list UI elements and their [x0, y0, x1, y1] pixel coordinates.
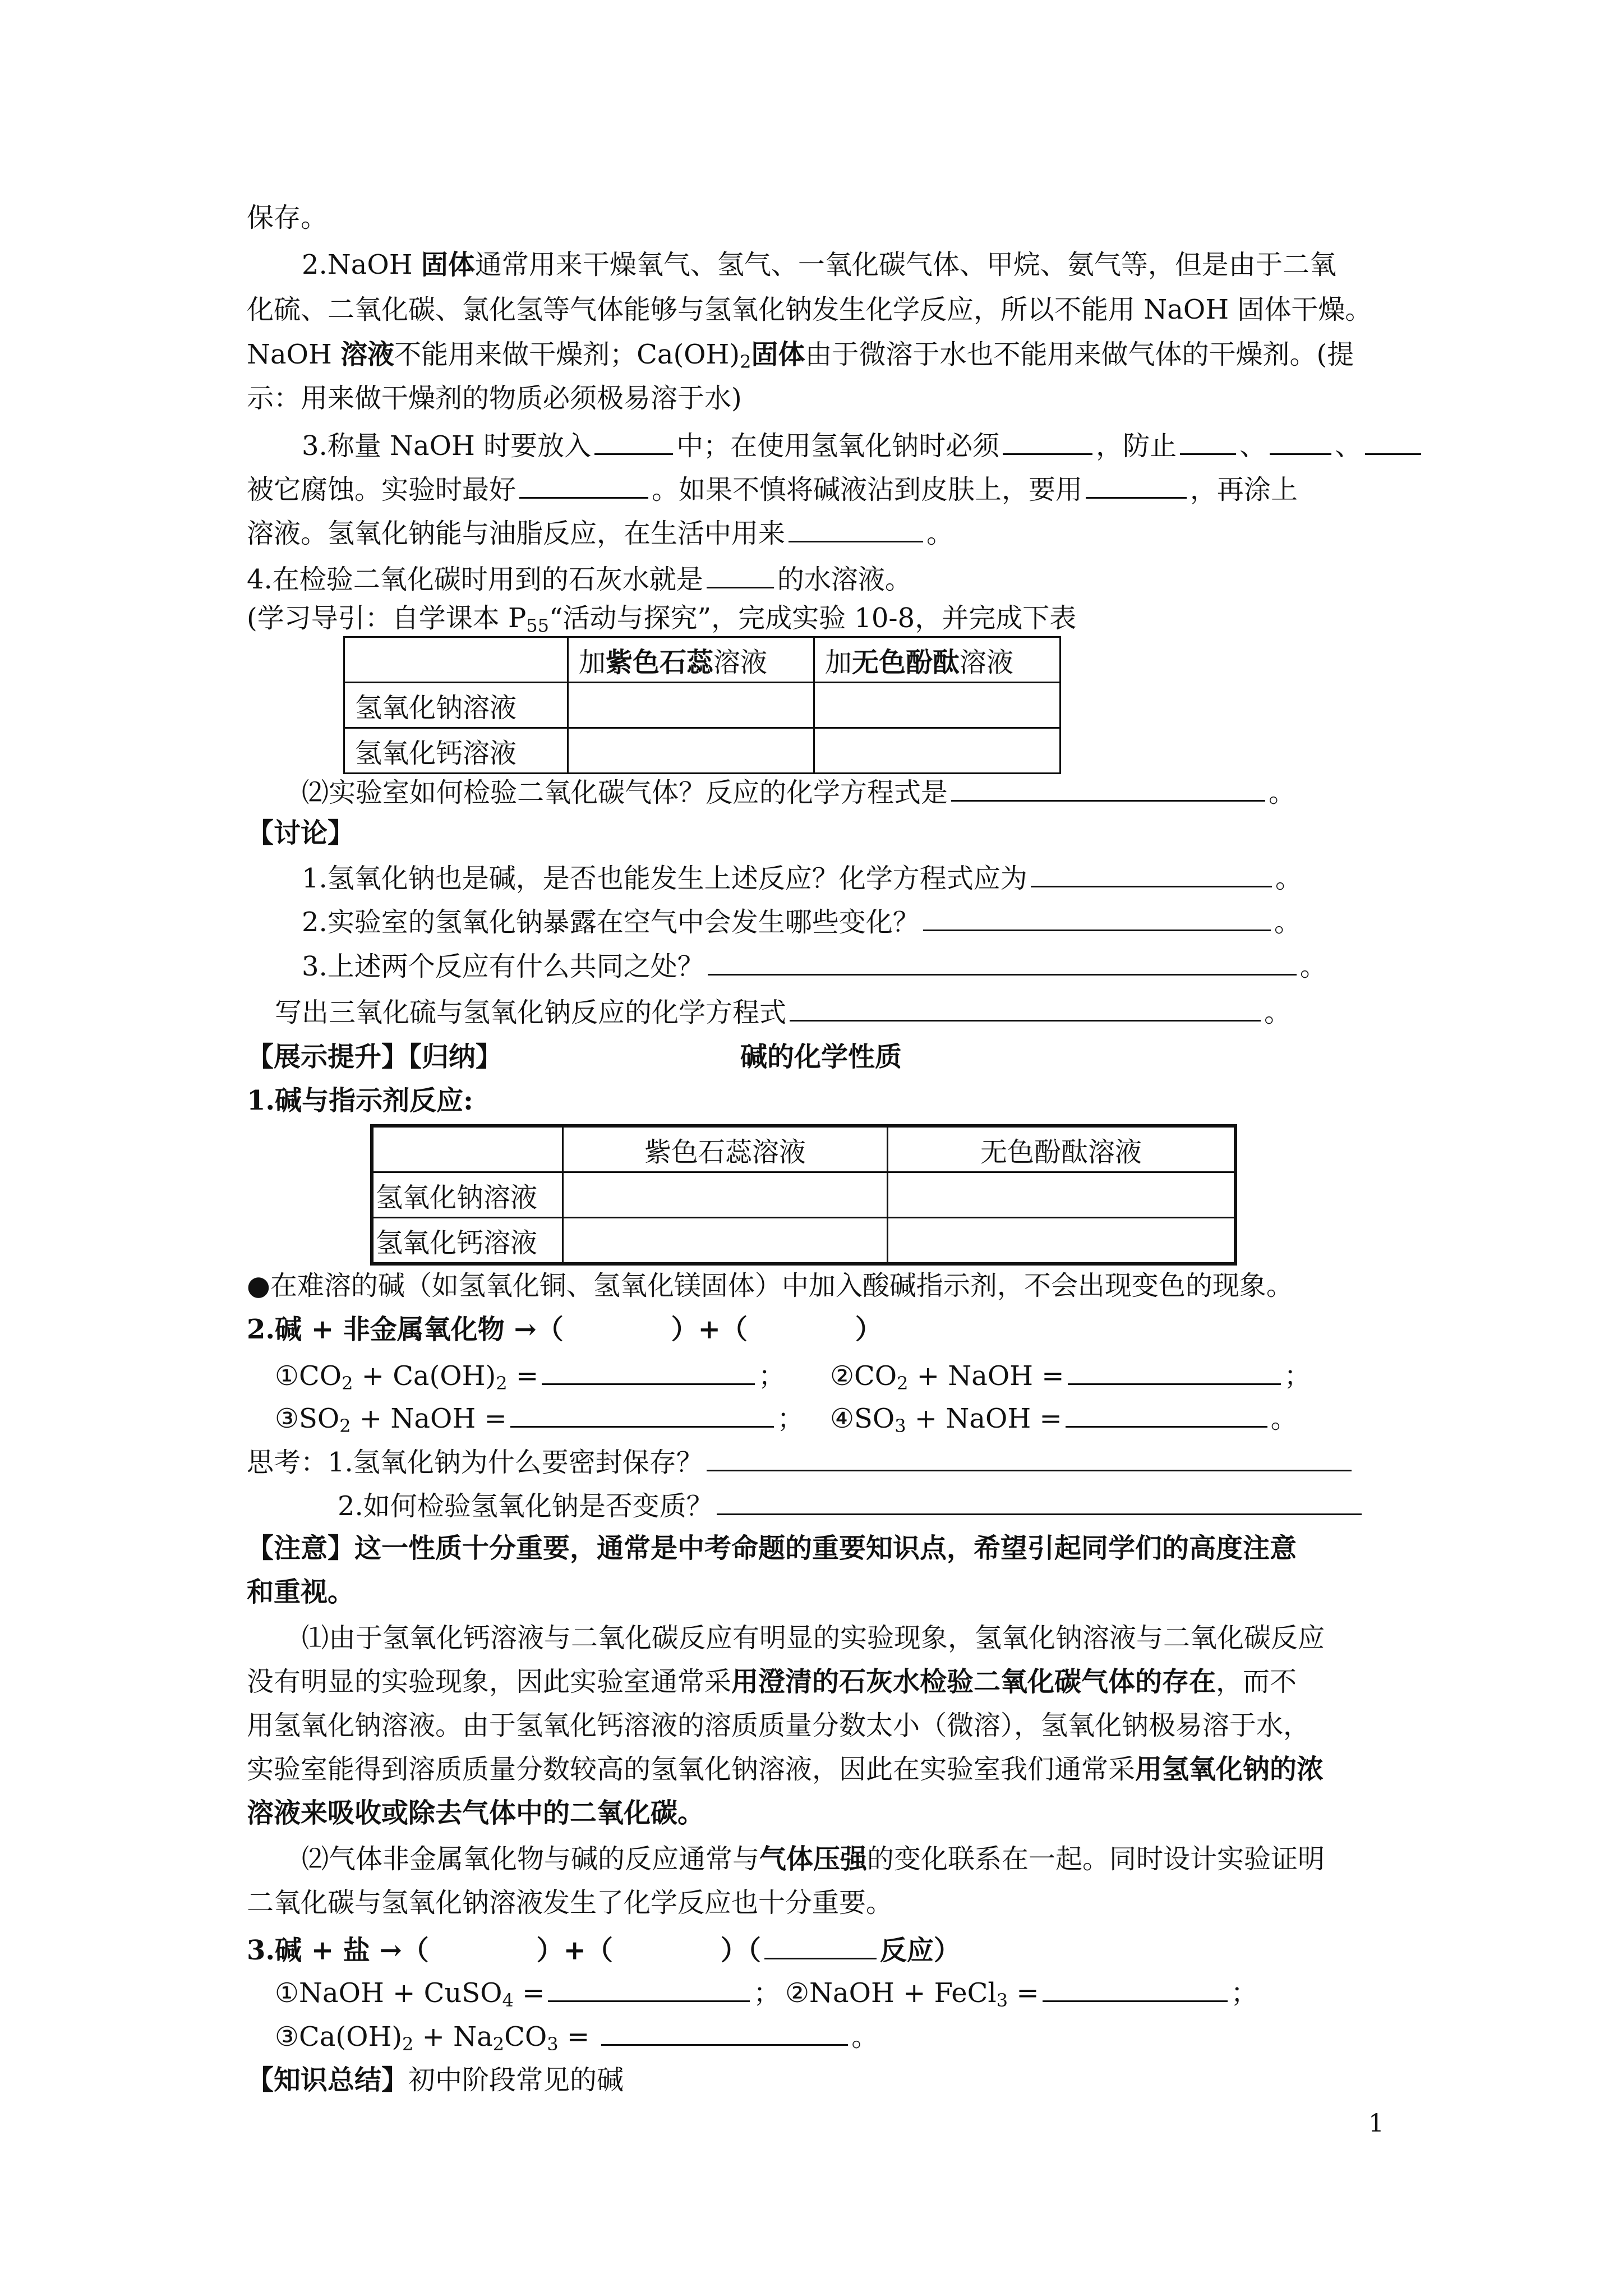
table-header: 加无色酚酞溶液 [814, 637, 1061, 683]
fill-blank[interactable] [708, 948, 1297, 976]
fill-blank[interactable] [1365, 427, 1421, 455]
table-header: 加紫色石蕊溶液 [568, 637, 814, 683]
text-line: 3.碱 + 盐 →（ ）+（ ）（ 反应） [247, 1932, 961, 1967]
section-heading: 【展示提升】【归纳】 [247, 1041, 503, 1073]
equation-line: $③Ca(OH)_2 + Na_2CO_3$ = 。 [275, 2018, 878, 2054]
text-line: 2.如何检验氢氧化钠是否变质？ [338, 1488, 1365, 1523]
text-line: ⑵气体非金属氧化物与碱的反应通常与气体压强的变化联系在一起。同时设计实验证明 [302, 1843, 1325, 1875]
fill-blank[interactable] [923, 904, 1271, 931]
answer-cell[interactable] [888, 1218, 1236, 1264]
fill-blank[interactable] [542, 1358, 755, 1385]
text-line: 3.上述两个反应有什么共同之处？ 。 [302, 948, 1327, 983]
text-line: (学习导引：自学课本 $P_{55}“$活动与探究”，完成实验 10-8，并完成下表 [247, 602, 1077, 636]
text-line: 溶液。氢氧化钠能与油脂反应，在生活中用来 。 [247, 515, 953, 550]
section-title: 碱的化学性质 [740, 1041, 902, 1073]
fill-blank[interactable] [548, 1975, 750, 2002]
table-header: 紫色石蕊溶液 [563, 1126, 888, 1172]
text-line: 化硫、二氧化碳、氯化氢等气体能够与氢氧化钠发生化学反应，所以不能用 NaOH 固体干燥。 [247, 294, 1372, 325]
table-cell [344, 637, 568, 683]
text-line: ⑴由于氢氧化钙溶液与二氧化碳反应有明显的实验现象，氢氧化钠溶液与二氧化碳反应 [302, 1622, 1325, 1654]
answer-cell[interactable] [568, 728, 814, 774]
answer-cell[interactable] [888, 1172, 1236, 1218]
fill-blank[interactable] [594, 427, 673, 455]
fill-blank[interactable] [707, 561, 774, 588]
text-line: 二氧化碳与氢氧化钠溶液发生了化学反应也十分重要。 [247, 1887, 893, 1918]
text-line: 4.在检验二氧化碳时用到的石灰水就是 的水溶液。 [247, 561, 912, 596]
fill-blank[interactable] [1068, 1358, 1281, 1385]
indicator-table-1 [343, 636, 1061, 774]
section-heading: 【讨论】 [247, 817, 355, 849]
answer-cell[interactable] [568, 683, 814, 728]
text-line: 3.称量 NaOH 时要放入 中；在使用氢氧化钠时必须 ，防止 、 、 [302, 427, 1424, 463]
table-cell [372, 1126, 563, 1172]
text-line: NaOH 溶液不能用来做干燥剂；$Ca(OH)_2$固体由于微溶于水也不能用来做气体的干燥剂。(提 [247, 339, 1354, 372]
text-line: 1.氢氧化钠也是碱，是否也能发生上述反应？化学方程式应为 。 [302, 860, 1302, 895]
equation-line: $③SO_2$ + NaOH = ； [275, 1400, 804, 1435]
fill-blank[interactable] [519, 471, 648, 499]
text-line: 2.碱 + 非金属氧化物 →（ ）+（ ） [247, 1314, 882, 1345]
equation-line: ①NaOH + CuSO$_4$ = ； [275, 1975, 780, 2010]
text-line: 示：用来做干燥剂的物质必须极易溶于水) [247, 383, 742, 414]
text-line: 保存。 [247, 202, 328, 233]
fill-blank[interactable] [1031, 860, 1272, 887]
text-line: ●在难溶的碱（如氢氧化铜、氢氧化镁固体）中加入酸碱指示剂，不会出现变色的现象。 [247, 1270, 1293, 1301]
text-line: 溶液来吸收或除去气体中的二氧化碳。 [247, 1797, 705, 1829]
text-line: 2.NaOH 固体通常用来干燥氧气、氢气、一氧化碳气体、甲烷、氨气等，但是由于二氧 [302, 249, 1336, 280]
text-line: 被它腐蚀。实验时最好 。如果不慎将碱液沾到皮肤上，要用 ，再涂上 [247, 471, 1298, 507]
fill-blank[interactable] [1180, 427, 1236, 455]
table-header: 无色酚酞溶液 [888, 1126, 1236, 1172]
table-row-label: 氢氧化钠溶液 [344, 683, 568, 728]
fill-blank[interactable] [1066, 1400, 1267, 1428]
table-row-label: 氢氧化钠溶液 [372, 1172, 563, 1218]
text-line: ⑵实验室如何检验二氧化碳气体？反应的化学方程式是 。 [302, 774, 1295, 809]
text-line: 写出三氧化硫与氢氧化钠反应的化学方程式 。 [275, 994, 1291, 1029]
table-row-label: 氢氧化钙溶液 [344, 728, 568, 774]
fill-blank[interactable] [790, 994, 1261, 1022]
indicator-table-2 [370, 1124, 1237, 1266]
fill-blank[interactable] [764, 1932, 877, 1959]
fill-blank[interactable] [717, 1488, 1362, 1515]
fill-blank[interactable] [601, 2018, 848, 2046]
equation-line: ②NaOH + FeCl$_3$ = ； [785, 1975, 1258, 2010]
fill-blank[interactable] [1003, 427, 1092, 455]
fill-blank[interactable] [951, 774, 1265, 802]
text-line: 没有明显的实验现象，因此实验室通常采用澄清的石灰水检验二氧化碳气体的存在，而不 [247, 1666, 1297, 1697]
page-number: 1 [1368, 2109, 1384, 2138]
table-row-label: 氢氧化钙溶液 [372, 1218, 563, 1264]
answer-cell[interactable] [563, 1172, 888, 1218]
fill-blank[interactable] [1043, 1975, 1228, 2002]
answer-cell[interactable] [563, 1218, 888, 1264]
equation-line: $④SO_3$ + NaOH = 。 [830, 1400, 1298, 1435]
text-line: 【注意】这一性质十分重要，通常是中考命题的重要知识点，希望引起同学们的高度注意 [247, 1533, 1297, 1564]
fill-blank[interactable] [510, 1400, 774, 1428]
text-line: 和重视。 [247, 1576, 355, 1608]
equation-line: $①CO_2 + Ca(OH)_2$ = ； [275, 1358, 785, 1393]
fill-blank[interactable] [1086, 471, 1187, 499]
answer-cell[interactable] [814, 683, 1061, 728]
fill-blank[interactable] [707, 1444, 1352, 1471]
text-line: 思考：1.氢氧化钠为什么要密封保存？ [247, 1444, 1355, 1479]
text-line: 1.碱与指示剂反应: [247, 1085, 473, 1116]
equation-line: $②CO_2$ + NaOH = ； [830, 1358, 1311, 1393]
text-line: 用氢氧化钠溶液。由于氢氧化钙溶液的溶质质量分数太小（微溶），氢氧化钠极易溶于水， [247, 1710, 1311, 1741]
text-line: 2.实验室的氢氧化钠暴露在空气中会发生哪些变化？ 。 [302, 904, 1301, 939]
text-line: 实验室能得到溶质质量分数较高的氢氧化钠溶液，因此在实验室我们通常采用氢氧化钠的浓 [247, 1754, 1324, 1785]
answer-cell[interactable] [814, 728, 1061, 774]
fill-blank[interactable] [1270, 427, 1331, 455]
text-line: 【知识总结】初中阶段常见的碱 [247, 2064, 624, 2096]
fill-blank[interactable] [789, 515, 923, 542]
